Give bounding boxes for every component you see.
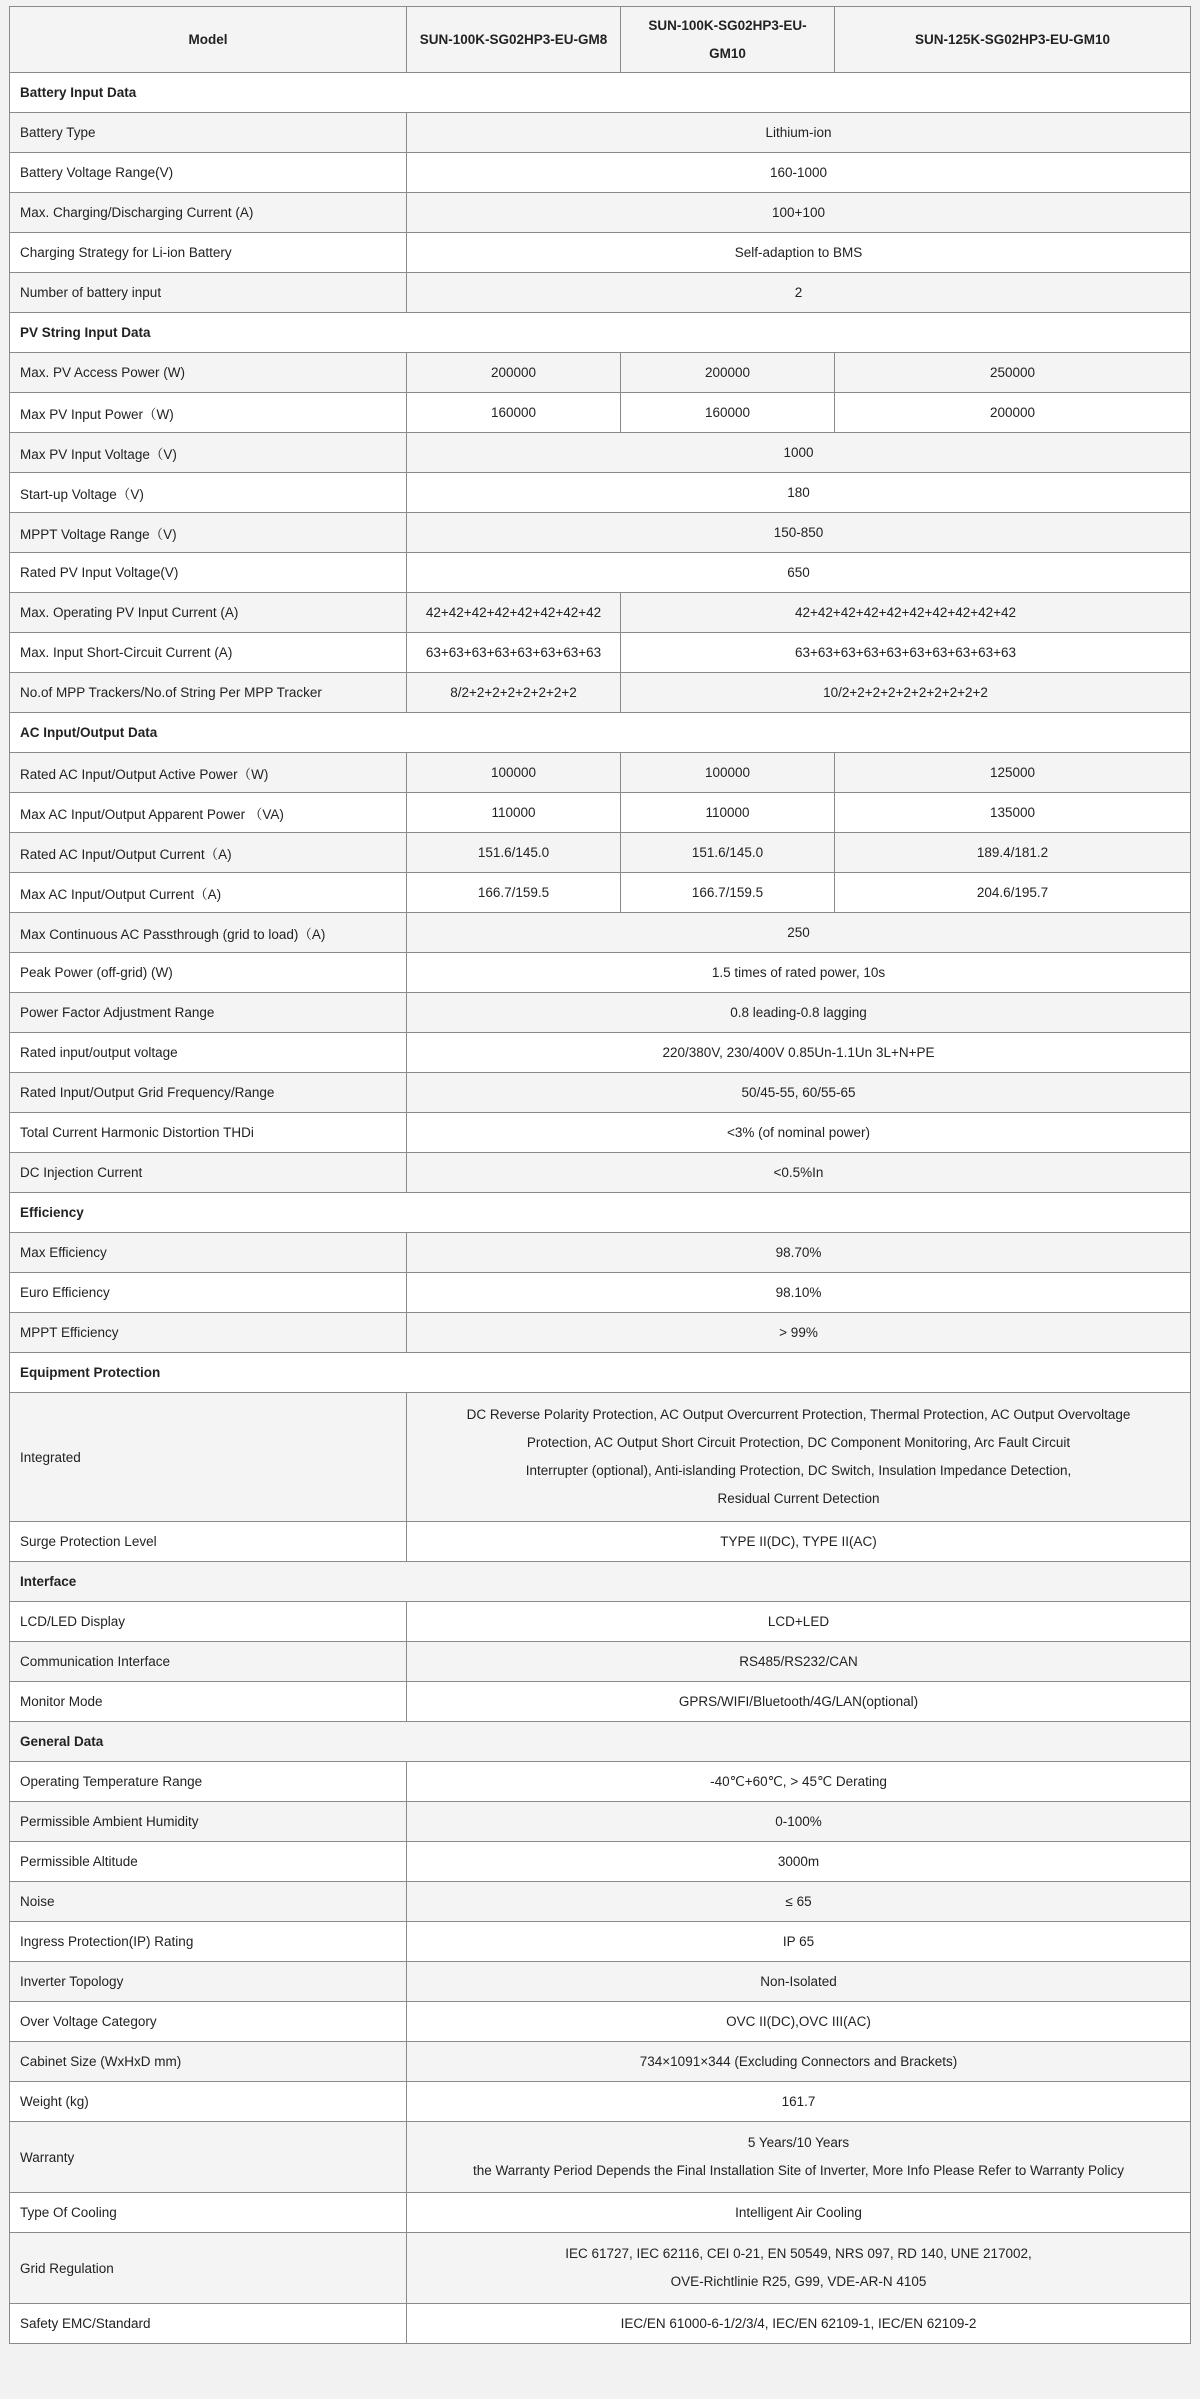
spec-label: Max PV Input Voltage（V) xyxy=(10,433,407,473)
spec-value: GPRS/WIFI/Bluetooth/4G/LAN(optional) xyxy=(407,1682,1191,1722)
spec-label: Noise xyxy=(10,1882,407,1922)
spec-row xyxy=(10,1922,1191,1962)
section-row xyxy=(10,1193,1191,1233)
spec-row xyxy=(10,1842,1191,1882)
spec-value: 2 xyxy=(407,273,1191,313)
spec-label: Max Efficiency xyxy=(10,1233,407,1273)
spec-label: LCD/LED Display xyxy=(10,1602,407,1642)
spec-label: Euro Efficiency xyxy=(10,1273,407,1313)
spec-value: -40℃+60℃, > 45℃ Derating xyxy=(407,1762,1191,1802)
spec-value: 50/45-55, 60/55-65 xyxy=(407,1073,1191,1113)
spec-value: 10/2+2+2+2+2+2+2+2+2+2 xyxy=(621,673,1191,713)
spec-row xyxy=(10,1393,1191,1522)
spec-table-body xyxy=(10,73,1191,2344)
spec-row xyxy=(10,1153,1191,1193)
spec-value-line: IEC 61727, IEC 62116, CEI 0-21, EN 50549, NRS 097, RD 140, UNE 217002, xyxy=(565,2246,1032,2261)
spec-value: 160000 xyxy=(621,393,835,433)
spec-row xyxy=(10,473,1191,513)
spec-row xyxy=(10,1522,1191,1562)
spec-value: Self-adaption to BMS xyxy=(407,233,1191,273)
section-title: Interface xyxy=(10,1562,1191,1602)
spec-value: 200000 xyxy=(835,393,1191,433)
spec-value: 250 xyxy=(407,913,1191,953)
section-row xyxy=(10,1722,1191,1762)
spec-row xyxy=(10,2122,1191,2193)
spec-table xyxy=(9,6,1191,2344)
spec-label: Inverter Topology xyxy=(10,1962,407,2002)
spec-value: 63+63+63+63+63+63+63+63+63+63 xyxy=(621,633,1191,673)
spec-label: Max AC Input/Output Current（A) xyxy=(10,873,407,913)
spec-row xyxy=(10,1113,1191,1153)
section-title: Battery Input Data xyxy=(10,73,1191,113)
spec-value: Non-Isolated xyxy=(407,1962,1191,2002)
spec-label: Start-up Voltage（V) xyxy=(10,473,407,513)
spec-row xyxy=(10,793,1191,833)
spec-label: Weight (kg) xyxy=(10,2082,407,2122)
spec-row xyxy=(10,553,1191,593)
spec-label: DC Injection Current xyxy=(10,1153,407,1193)
spec-label: Safety EMC/Standard xyxy=(10,2304,407,2344)
section-row xyxy=(10,713,1191,753)
spec-value: 110000 xyxy=(407,793,621,833)
spec-label: Power Factor Adjustment Range xyxy=(10,993,407,1033)
section-title: PV String Input Data xyxy=(10,313,1191,353)
spec-value: 151.6/145.0 xyxy=(407,833,621,873)
spec-value-line: OVE-Richtlinie R25, G99, VDE-AR-N 4105 xyxy=(670,2274,927,2289)
spec-value: 0-100% xyxy=(407,1802,1191,1842)
spec-label: MPPT Voltage Range（V) xyxy=(10,513,407,553)
spec-label: Permissible Altitude xyxy=(10,1842,407,1882)
spec-label: Rated input/output voltage xyxy=(10,1033,407,1073)
spec-row xyxy=(10,1233,1191,1273)
spec-value: 100000 xyxy=(621,753,835,793)
spec-value: 200000 xyxy=(621,353,835,393)
spec-value: 135000 xyxy=(835,793,1191,833)
spec-value: 180 xyxy=(407,473,1191,513)
spec-label: Max AC Input/Output Apparent Power （VA) xyxy=(10,793,407,833)
spec-row xyxy=(10,233,1191,273)
section-title: AC Input/Output Data xyxy=(10,713,1191,753)
spec-value xyxy=(407,2122,1191,2193)
spec-label: Peak Power (off-grid) (W) xyxy=(10,953,407,993)
spec-row xyxy=(10,153,1191,193)
spec-value: 63+63+63+63+63+63+63+63 xyxy=(407,633,621,673)
section-row xyxy=(10,73,1191,113)
spec-label: Battery Type xyxy=(10,113,407,153)
spec-row xyxy=(10,1882,1191,1922)
spec-value: 734×1091×344 (Excluding Connectors and Brackets) xyxy=(407,2042,1191,2082)
spec-label: Rated AC Input/Output Current（A) xyxy=(10,833,407,873)
section-row xyxy=(10,1353,1191,1393)
spec-value: 160-1000 xyxy=(407,153,1191,193)
spec-label: Max. Operating PV Input Current (A) xyxy=(10,593,407,633)
spec-value-line: Interrupter (optional), Anti-islanding Protection, DC Switch, Insulation Impedance Detection, xyxy=(525,1463,1072,1478)
spec-value: 151.6/145.0 xyxy=(621,833,835,873)
spec-row xyxy=(10,2233,1191,2304)
spec-value-line: Protection, AC Output Short Circuit Protection, DC Component Monitoring, Arc Fault Circuit xyxy=(526,1435,1071,1450)
spec-value: 1000 xyxy=(407,433,1191,473)
spec-value: ≤ 65 xyxy=(407,1882,1191,1922)
spec-value: Intelligent Air Cooling xyxy=(407,2193,1191,2233)
spec-value: 98.70% xyxy=(407,1233,1191,1273)
spec-value: RS485/RS232/CAN xyxy=(407,1642,1191,1682)
spec-value: 220/380V, 230/400V 0.85Un-1.1Un 3L+N+PE xyxy=(407,1033,1191,1073)
spec-label: Monitor Mode xyxy=(10,1682,407,1722)
model-header: Model xyxy=(10,7,407,73)
spec-value: 1.5 times of rated power, 10s xyxy=(407,953,1191,993)
spec-row xyxy=(10,1033,1191,1073)
spec-label: No.of MPP Trackers/No.of String Per MPP Tracker xyxy=(10,673,407,713)
spec-label: Warranty xyxy=(10,2122,407,2193)
model-column-3: SUN-125K-SG02HP3-EU-GM10 xyxy=(835,7,1191,73)
spec-value: 200000 xyxy=(407,353,621,393)
spec-row xyxy=(10,2193,1191,2233)
model-column-1: SUN-100K-SG02HP3-EU-GM8 xyxy=(407,7,621,73)
spec-row xyxy=(10,873,1191,913)
spec-label: Max PV Input Power（W) xyxy=(10,393,407,433)
spec-label: Rated Input/Output Grid Frequency/Range xyxy=(10,1073,407,1113)
spec-label: Max Continuous AC Passthrough (grid to load)（A) xyxy=(10,913,407,953)
spec-value: 8/2+2+2+2+2+2+2+2 xyxy=(407,673,621,713)
spec-value: 100000 xyxy=(407,753,621,793)
spec-row xyxy=(10,1962,1191,2002)
spec-value: IEC/EN 61000-6-1/2/3/4, IEC/EN 62109-1, IEC/EN 62109-2 xyxy=(407,2304,1191,2344)
spec-value: > 99% xyxy=(407,1313,1191,1353)
spec-row xyxy=(10,633,1191,673)
spec-value: 166.7/159.5 xyxy=(407,873,621,913)
spec-value: IP 65 xyxy=(407,1922,1191,1962)
spec-row xyxy=(10,1802,1191,1842)
spec-label: Max. PV Access Power (W) xyxy=(10,353,407,393)
spec-value: 98.10% xyxy=(407,1273,1191,1313)
spec-value: OVC II(DC),OVC III(AC) xyxy=(407,2002,1191,2042)
section-title: General Data xyxy=(10,1722,1191,1762)
spec-row xyxy=(10,2042,1191,2082)
spec-value: <3% (of nominal power) xyxy=(407,1113,1191,1153)
spec-label: Integrated xyxy=(10,1393,407,1522)
spec-value: 160000 xyxy=(407,393,621,433)
spec-row xyxy=(10,193,1191,233)
spec-row xyxy=(10,273,1191,313)
section-title: Efficiency xyxy=(10,1193,1191,1233)
spec-label: MPPT Efficiency xyxy=(10,1313,407,1353)
spec-row xyxy=(10,1073,1191,1113)
spec-value: 0.8 leading-0.8 lagging xyxy=(407,993,1191,1033)
spec-value: 161.7 xyxy=(407,2082,1191,2122)
spec-label: Type Of Cooling xyxy=(10,2193,407,2233)
spec-row xyxy=(10,1313,1191,1353)
spec-row xyxy=(10,833,1191,873)
table-header-row xyxy=(10,7,1191,73)
spec-value: 125000 xyxy=(835,753,1191,793)
spec-value: 166.7/159.5 xyxy=(621,873,835,913)
spec-row xyxy=(10,1273,1191,1313)
spec-label: Number of battery input xyxy=(10,273,407,313)
spec-row xyxy=(10,2082,1191,2122)
spec-row xyxy=(10,1682,1191,1722)
spec-value: 110000 xyxy=(621,793,835,833)
spec-label: Max. Charging/Discharging Current (A) xyxy=(10,193,407,233)
spec-row xyxy=(10,433,1191,473)
spec-row xyxy=(10,753,1191,793)
spec-value-line: 5 Years/10 Years xyxy=(747,2135,850,2150)
spec-value: LCD+LED xyxy=(407,1602,1191,1642)
spec-value: 42+42+42+42+42+42+42+42 xyxy=(407,593,621,633)
spec-label: Ingress Protection(IP) Rating xyxy=(10,1922,407,1962)
spec-label: Charging Strategy for Li-ion Battery xyxy=(10,233,407,273)
spec-row xyxy=(10,1602,1191,1642)
spec-row xyxy=(10,593,1191,633)
spec-label: Total Current Harmonic Distortion THDi xyxy=(10,1113,407,1153)
spec-value: 250000 xyxy=(835,353,1191,393)
spec-value-line: the Warranty Period Depends the Final Installation Site of Inverter, More Info Please Refer to Warranty Policy xyxy=(472,2163,1125,2178)
spec-value: 3000m xyxy=(407,1842,1191,1882)
spec-value: TYPE II(DC), TYPE II(AC) xyxy=(407,1522,1191,1562)
spec-row xyxy=(10,113,1191,153)
spec-row xyxy=(10,393,1191,433)
spec-value-line: Residual Current Detection xyxy=(717,1491,880,1506)
spec-label: Rated AC Input/Output Active Power（W) xyxy=(10,753,407,793)
spec-row xyxy=(10,993,1191,1033)
spec-value: 150-850 xyxy=(407,513,1191,553)
spec-label: Communication Interface xyxy=(10,1642,407,1682)
spec-value: 42+42+42+42+42+42+42+42+42+42 xyxy=(621,593,1191,633)
spec-value: 204.6/195.7 xyxy=(835,873,1191,913)
spec-label: Grid Regulation xyxy=(10,2233,407,2304)
spec-row xyxy=(10,673,1191,713)
spec-label: Battery Voltage Range(V) xyxy=(10,153,407,193)
spec-label: Permissible Ambient Humidity xyxy=(10,1802,407,1842)
spec-row xyxy=(10,513,1191,553)
spec-row xyxy=(10,913,1191,953)
spec-value: 650 xyxy=(407,553,1191,593)
section-row xyxy=(10,1562,1191,1602)
spec-row xyxy=(10,2002,1191,2042)
spec-value: 189.4/181.2 xyxy=(835,833,1191,873)
spec-value: <0.5%In xyxy=(407,1153,1191,1193)
spec-label: Rated PV Input Voltage(V) xyxy=(10,553,407,593)
model-column-2: SUN-100K-SG02HP3-EU-GM10 xyxy=(621,7,835,73)
section-row xyxy=(10,313,1191,353)
spec-row xyxy=(10,1762,1191,1802)
spec-label: Over Voltage Category xyxy=(10,2002,407,2042)
spec-value: 100+100 xyxy=(407,193,1191,233)
spec-value xyxy=(407,2233,1191,2304)
section-title: Equipment Protection xyxy=(10,1353,1191,1393)
spec-row xyxy=(10,1642,1191,1682)
spec-label: Operating Temperature Range xyxy=(10,1762,407,1802)
spec-label: Max. Input Short-Circuit Current (A) xyxy=(10,633,407,673)
spec-row xyxy=(10,953,1191,993)
spec-label: Surge Protection Level xyxy=(10,1522,407,1562)
spec-value: Lithium-ion xyxy=(407,113,1191,153)
spec-label: Cabinet Size (WxHxD mm) xyxy=(10,2042,407,2082)
spec-row xyxy=(10,353,1191,393)
spec-value xyxy=(407,1393,1191,1522)
spec-row xyxy=(10,2304,1191,2344)
spec-value-line: DC Reverse Polarity Protection, AC Output Overcurrent Protection, Thermal Protection, AC Output Overvoltage xyxy=(466,1407,1131,1422)
